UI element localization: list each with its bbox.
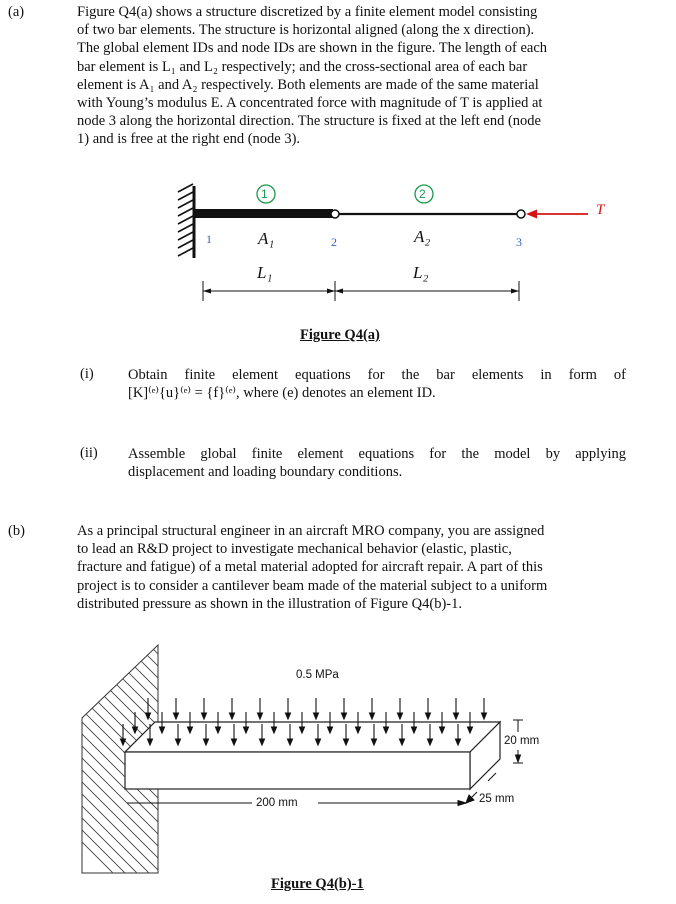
length-label-2: L₂: [413, 263, 429, 282]
part-b-line: fracture and fatigue) of a metal material adopted for aircraft repair. A part of this: [77, 559, 543, 576]
sub-i-line: [K]⁽ᵉ⁾{u}⁽ᵉ⁾ = {f}⁽ᵉ⁾, where (e) denotes an element ID.: [128, 385, 436, 402]
part-a-line: Figure Q4(a) shows a structure discretized by a finite element model consisting: [77, 4, 538, 20]
part-b-line: As a principal structural engineer in an aircraft MRO company, you are assigned: [77, 523, 545, 539]
element-id-1: 1: [261, 187, 268, 201]
part-a-line: node 3 along the horizontal direction. The structure is fixed at the left end (node: [77, 113, 541, 130]
node-id-3: 3: [516, 235, 522, 249]
node-id-2: 2: [331, 235, 337, 249]
sub-i-line: Obtain finite element equations for the bar elements in form of: [128, 367, 626, 383]
node-id-1: 1: [206, 232, 212, 246]
length-dim-label: 200 mm: [256, 797, 298, 809]
sub-i-label: (i): [80, 366, 94, 382]
force-label: T: [596, 202, 605, 218]
sub-ii-label: (ii): [80, 445, 98, 461]
sub-ii-line: Assemble global finite element equations for the model by applying: [128, 446, 626, 462]
part-a-line: The global element IDs and node IDs are shown in the figure. The length of each: [77, 40, 548, 57]
part-a-line: bar element is L₁ and L₂ respectively; and the cross-sectional area of each bar: [77, 58, 528, 75]
figure-q4a-caption: Figure Q4(a): [300, 327, 380, 343]
sub-ii-line: displacement and loading boundary conditions.: [128, 464, 403, 481]
part-a-line: of two bar elements. The structure is horizontal aligned (along the x direction).: [77, 22, 535, 39]
part-a-line: 1) and is free at the right end (node 3).: [77, 131, 301, 148]
part-b-line: distributed pressure as shown in the illustration of Figure Q4(b)-1.: [77, 595, 462, 612]
area-label-1: A₁: [258, 229, 275, 248]
length-label-1: L₁: [257, 263, 273, 282]
part-a-line: element is A₁ and A₂ respectively. Both elements are made of the same material: [77, 76, 539, 93]
area-label-2: A₂: [414, 227, 431, 246]
part-b-line: project is to consider a cantilever beam made of the material subject to a uniform: [77, 577, 548, 594]
width-dim-label: 25 mm: [479, 793, 515, 805]
part-a-line: with Young’s modulus E. A concentrated force with magnitude of T is applied at: [77, 95, 543, 112]
height-dim-label: 20 mm: [504, 735, 540, 747]
pressure-label: 0.5 MPa: [296, 669, 339, 681]
cantilever-beam: [125, 722, 500, 789]
part-b-label: (b): [8, 523, 25, 539]
part-a-label: (a): [8, 4, 25, 20]
element-id-2: 2: [419, 187, 426, 201]
part-b-line: to lead an R&D project to investigate mechanical behavior (elastic, plastic,: [77, 541, 512, 558]
figure-q4b-caption: Figure Q4(b)-1: [271, 876, 364, 892]
